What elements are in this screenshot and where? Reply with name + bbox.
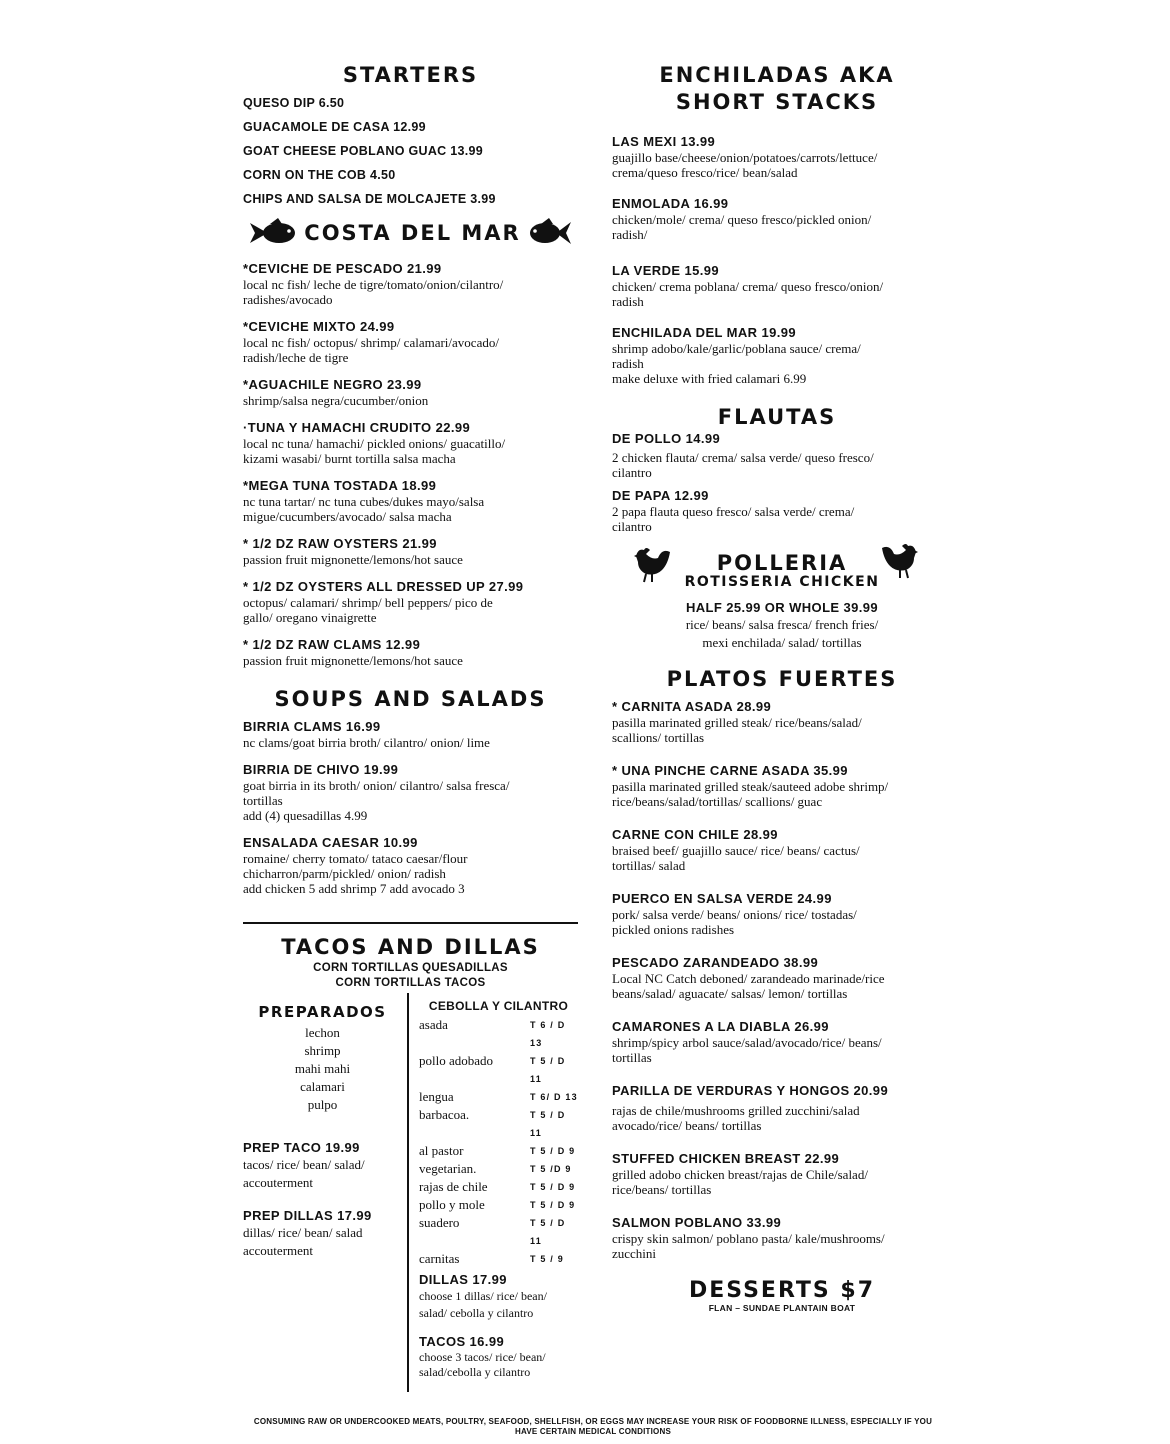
row-price: T 6 / D 13 (530, 1020, 566, 1048)
tacos-subtitle: CORN TORTILLAS QUESADILLAS (313, 962, 508, 974)
item-name: *AGUACHILE NEGRO 23.99 (243, 377, 422, 392)
item-desc: accouterment (243, 1175, 314, 1190)
item-name: ·TUNA Y HAMACHI CRUDITO 22.99 (243, 420, 471, 435)
item-desc: cilantro (612, 519, 652, 534)
platos-title: PLATOS FUERTES (666, 667, 898, 691)
item-desc: salad/ cebolla y cilantro (419, 1306, 534, 1320)
item-name: LA VERDE 15.99 (612, 263, 719, 278)
item-desc: radish/ (612, 227, 648, 242)
item-name: * CARNITA ASADA 28.99 (612, 699, 772, 714)
item-desc: choose 1 dillas/ rice/ bean/ (419, 1289, 547, 1303)
enchiladas-list (612, 134, 952, 386)
item-name: * 1/2 DZ RAW OYSTERS 21.99 (243, 536, 437, 551)
costa-list (243, 261, 578, 668)
table-row (419, 1016, 578, 1052)
menu-item (612, 431, 952, 480)
row-name: pollo y mole (419, 1197, 485, 1212)
item-desc: pickled onions radishes (612, 922, 735, 937)
list-item: calamari (300, 1079, 345, 1094)
polleria-desc: mexi enchilada/ salad/ tortillas (702, 635, 862, 650)
table-row (419, 1196, 578, 1214)
menu-item (612, 699, 952, 745)
divider (243, 922, 578, 924)
fish-icon (248, 217, 298, 249)
item-name: STUFFED CHICKEN BREAST 22.99 (612, 1151, 840, 1166)
menu-item (612, 325, 952, 386)
flautas-list (612, 431, 952, 534)
item-name: LAS MEXI 13.99 (612, 134, 716, 149)
menu-item (243, 261, 578, 307)
item-desc: octopus/ calamari/ shrimp/ bell peppers/ pico de (243, 595, 493, 610)
table-row (419, 1142, 578, 1160)
item-desc: pasilla marinated grilled steak/ rice/beans/salad/ (612, 715, 862, 730)
menu-item (419, 1334, 578, 1380)
item-name: ENSALADA CAESAR 10.99 (243, 835, 418, 850)
item-desc: rice/beans/ tortillas (612, 1182, 712, 1197)
disclaimer: CONSUMING RAW OR UNDERCOOKED MEATS, POULTRY, SEAFOOD, SHELLFISH, OR EGGS MAY INCREASE YOUR RISK OF FOODBORNE ILLNESS, ESPECIALLY IF YOU HAVE CERTAIN MEDICAL CONDITIONS (253, 1417, 933, 1436)
list-item: mahi mahi (294, 1061, 351, 1076)
item-desc: tortillas/ salad (612, 858, 686, 873)
list-item: lechon (305, 1025, 340, 1040)
menu-item (612, 827, 952, 873)
right-column (612, 62, 952, 1314)
item-desc: grilled adobo chicken breast/rajas de Chile/salad/ (612, 1167, 868, 1182)
row-name: vegetarian. (419, 1161, 477, 1176)
row-name: suadero (419, 1215, 460, 1230)
rooster-icon (880, 540, 924, 580)
cebolla-col (407, 993, 578, 1392)
item-name: * 1/2 DZ OYSTERS ALL DRESSED UP 27.99 (243, 579, 524, 594)
menu-item (612, 1083, 952, 1133)
menu-item (243, 1208, 402, 1260)
item-desc: crema/queso fresco/rice/ bean/salad (612, 165, 798, 180)
item-desc: salad/cebolla y cilantro (419, 1365, 531, 1379)
list-item: GOAT CHEESE POBLANO GUAC 13.99 (243, 144, 484, 158)
item-name: PUERCO EN SALSA VERDE 24.99 (612, 891, 832, 906)
item-desc: guajillo base/cheese/onion/potatoes/carrots/lettuce/ (612, 150, 878, 165)
list-item: shrimp (304, 1043, 341, 1058)
table-row (419, 1250, 578, 1268)
menu-item (243, 579, 578, 625)
item-name: PREP DILLAS 17.99 (243, 1208, 372, 1223)
item-name: DE PAPA 12.99 (612, 488, 709, 503)
row-price: T 5 / 9 (530, 1254, 564, 1264)
item-desc: radish (612, 356, 644, 371)
preparados-col (243, 1003, 402, 1392)
menu-item (612, 955, 952, 1001)
item-name: PREP TACO 19.99 (243, 1140, 360, 1155)
item-desc: radish/leche de tigre (243, 350, 349, 365)
menu-item (612, 263, 952, 309)
item-desc: kizami wasabi/ burnt tortilla salsa macha (243, 451, 456, 466)
item-name: *MEGA TUNA TOSTADA 18.99 (243, 478, 437, 493)
rooster-icon (628, 544, 672, 584)
item-desc: shrimp/salsa negra/cucumber/onion (243, 393, 429, 408)
polleria-price: HALF 25.99 OR WHOLE 39.99 (685, 600, 879, 615)
menu-item (243, 762, 578, 823)
platos-list (612, 699, 952, 1261)
preparados-list (243, 1024, 402, 1114)
item-name: PESCADO ZARANDEADO 38.99 (612, 955, 819, 970)
fish-icon (527, 217, 573, 249)
polleria-subtitle: ROTISSERIA CHICKEN (684, 574, 880, 590)
list-item: GUACAMOLE DE CASA 12.99 (243, 120, 426, 134)
soups-title: SOUPS AND SALADS (274, 687, 547, 711)
item-desc: rice/beans/salad/tortillas/ scallions/ guac (612, 794, 823, 809)
item-name: * UNA PINCHE CARNE ASADA 35.99 (612, 763, 848, 778)
item-desc: tortillas (243, 793, 283, 808)
desserts-subtitle: FLAN – SUNDAE PLANTAIN BOAT (708, 1303, 856, 1313)
item-desc: romaine/ cherry tomato/ tataco caesar/flour (243, 851, 468, 866)
item-desc: Local NC Catch deboned/ zarandeado marinade/rice (612, 971, 885, 986)
table-row (419, 1160, 578, 1178)
row-price: T 5 / D 9 (530, 1146, 576, 1156)
item-desc: radish (612, 294, 644, 309)
item-desc: add (4) quesadillas 4.99 (243, 808, 368, 823)
row-price: T 5 /D 9 (530, 1164, 572, 1174)
starters-list (243, 91, 578, 211)
item-name: ENCHILADA DEL MAR 19.99 (612, 325, 797, 340)
table-row (419, 1214, 578, 1250)
costa-title: COSTA DEL MAR (304, 220, 521, 245)
menu-item (243, 835, 578, 896)
item-name: * 1/2 DZ RAW CLAMS 12.99 (243, 637, 421, 652)
list-item: QUESO DIP 6.50 (243, 96, 345, 110)
row-name: barbacoa. (419, 1107, 470, 1122)
list-item: CHIPS AND SALSA DE MOLCAJETE 3.99 (243, 192, 496, 206)
item-desc: passion fruit mignonette/lemons/hot sauce (243, 653, 463, 668)
menu-item (612, 1151, 952, 1197)
item-desc: avocado/rice/ beans/ tortillas (612, 1118, 762, 1133)
item-desc: scallions/ tortillas (612, 730, 705, 745)
item-name: SALMON POBLANO 33.99 (612, 1215, 782, 1230)
item-desc: braised beef/ guajillo sauce/ rice/ beans/ cactus/ (612, 843, 860, 858)
item-name: BIRRIA CLAMS 16.99 (243, 719, 381, 734)
item-desc: nc tuna tartar/ nc tuna cubes/dukes mayo/salsa (243, 494, 485, 509)
desserts-title: DESSERTS $7 (688, 1278, 876, 1303)
soups-list (243, 719, 578, 896)
row-price: T 6/ D 13 (530, 1092, 578, 1102)
tacos-subtitle: CORN TORTILLAS TACOS (335, 977, 486, 989)
row-name: lengua (419, 1089, 454, 1104)
item-desc: make deluxe with fried calamari 6.99 (612, 371, 807, 386)
item-desc: goat birria in its broth/ onion/ cilantro/ salsa fresca/ (243, 778, 510, 793)
item-name: ENMOLADA 16.99 (612, 196, 729, 211)
item-desc: dillas/ rice/ bean/ salad (243, 1225, 363, 1240)
item-desc: gallo/ oregano vinaigrette (243, 610, 377, 625)
menu-item (243, 719, 578, 750)
menu-item (612, 488, 952, 534)
enchiladas-title: ENCHILADAS AKA (659, 63, 895, 87)
list-item: CORN ON THE COB 4.50 (243, 168, 396, 182)
item-desc: crispy skin salmon/ poblano pasta/ kale/mushrooms/ (612, 1231, 885, 1246)
table-row (419, 1088, 578, 1106)
item-name: DE POLLO 14.99 (612, 431, 721, 446)
item-desc: local nc fish/ octopus/ shrimp/ calamari/avocado/ (243, 335, 499, 350)
item-desc: 2 papa flauta queso fresco/ salsa verde/ crema/ (612, 504, 855, 519)
polleria-title: POLLERIA (716, 551, 848, 575)
left-column (243, 62, 578, 1392)
costa-header (243, 217, 578, 249)
menu-item (612, 891, 952, 937)
item-desc: choose 3 tacos/ rice/ bean/ (419, 1350, 546, 1364)
menu-item (612, 196, 952, 242)
starters-title: STARTERS (342, 63, 479, 87)
menu-item (612, 134, 952, 180)
item-desc: add chicken 5 add shrimp 7 add avocado 3 (243, 881, 465, 896)
row-price: T 5 / D 9 (530, 1182, 576, 1192)
item-desc: beans/salad/ aguacate/ salsas/ lemon/ tortillas (612, 986, 848, 1001)
item-desc: shrimp adobo/kale/garlic/poblana sauce/ crema/ (612, 341, 861, 356)
item-desc: rajas de chile/mushrooms grilled zucchini/salad (612, 1103, 860, 1118)
item-name: BIRRIA DE CHIVO 19.99 (243, 762, 399, 777)
item-desc: radishes/avocado (243, 292, 333, 307)
item-desc: 2 chicken flauta/ crema/ salsa verde/ queso fresco/ (612, 450, 874, 465)
menu-item (243, 1140, 402, 1192)
row-name: asada (419, 1017, 448, 1032)
list-item: pulpo (307, 1097, 338, 1112)
item-name: CARNE CON CHILE 28.99 (612, 827, 778, 842)
item-name: PARILLA DE VERDURAS Y HONGOS 20.99 (612, 1083, 889, 1098)
menu-item (243, 637, 578, 668)
tacos-title: TACOS AND DILLAS (281, 935, 540, 959)
menu-item (243, 536, 578, 567)
item-desc: cilantro (612, 465, 652, 480)
row-price: T 5 / D 11 (530, 1056, 566, 1084)
item-desc: chicken/mole/ crema/ queso fresco/pickled onion/ (612, 212, 872, 227)
item-desc: passion fruit mignonette/lemons/hot sauce (243, 552, 463, 567)
item-desc: accouterment (243, 1243, 314, 1258)
item-name: TACOS 16.99 (419, 1334, 505, 1349)
cebolla-table (419, 1016, 578, 1268)
menu-item (243, 319, 578, 365)
item-desc: pork/ salsa verde/ beans/ onions/ rice/ tostadas/ (612, 907, 857, 922)
enchiladas-title: SHORT STACKS (675, 90, 879, 114)
row-name: al pastor (419, 1143, 464, 1158)
item-desc: local nc tuna/ hamachi/ pickled onions/ guacatillo/ (243, 436, 506, 451)
polleria-section (612, 552, 952, 652)
item-desc: zucchini (612, 1246, 657, 1261)
row-name: pollo adobado (419, 1053, 494, 1068)
item-desc: shrimp/spicy arbol sauce/salad/avocado/rice/ beans/ (612, 1035, 882, 1050)
item-name: *CEVICHE DE PESCADO 21.99 (243, 261, 442, 276)
item-desc: local nc fish/ leche de tigre/tomato/onion/cilantro/ (243, 277, 504, 292)
item-desc: chicharron/parm/pickled/ onion/ radish (243, 866, 446, 881)
menu-item (419, 1272, 578, 1322)
item-desc: tortillas (612, 1050, 652, 1065)
item-desc: migue/cucumbers/avocado/ salsa macha (243, 509, 452, 524)
item-desc: pasilla marinated grilled steak/sauteed adobe shrimp/ (612, 779, 889, 794)
menu-item (243, 420, 578, 466)
cebolla-title: CEBOLLA Y CILANTRO (428, 999, 569, 1013)
item-desc: tacos/ rice/ bean/ salad/ (243, 1157, 365, 1172)
item-name: *CEVICHE MIXTO 24.99 (243, 319, 395, 334)
table-row (419, 1052, 578, 1088)
tacos-grid (243, 999, 578, 1392)
item-desc: chicken/ crema poblana/ crema/ queso fresco/onion/ (612, 279, 884, 294)
table-row (419, 1178, 578, 1196)
flautas-title: FLAUTAS (717, 405, 837, 429)
item-desc: nc clams/goat birria broth/ cilantro/ onion/ lime (243, 735, 490, 750)
table-row (419, 1106, 578, 1142)
menu-item (243, 478, 578, 524)
row-price: T 5 / D 11 (530, 1218, 566, 1246)
item-name: CAMARONES A LA DIABLA 26.99 (612, 1019, 829, 1034)
row-name: rajas de chile (419, 1179, 488, 1194)
menu-item (612, 1019, 952, 1065)
menu-item (612, 763, 952, 809)
row-price: T 5 / D 11 (530, 1110, 566, 1138)
row-price: T 5 / D 9 (530, 1200, 576, 1210)
preparados-title: PREPARADOS (258, 1003, 387, 1021)
row-name: carnitas (419, 1251, 460, 1266)
polleria-desc: rice/ beans/ salsa fresca/ french fries/ (685, 617, 879, 632)
menu-item (612, 1215, 952, 1261)
menu-item (243, 377, 578, 408)
item-name: DILLAS 17.99 (419, 1272, 507, 1287)
